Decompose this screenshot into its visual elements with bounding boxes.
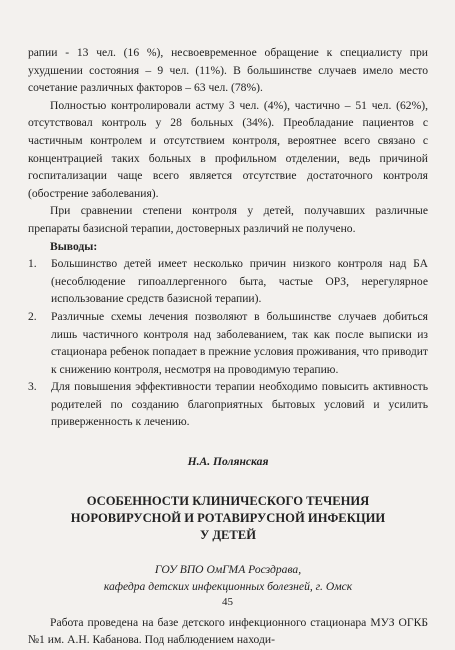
page-number: 45 xyxy=(222,596,233,608)
conclusion-item xyxy=(28,308,428,378)
title-line: НОРОВИРУСНОЙ И РОТАВИРУСНОЙ ИНФЕКЦИИ xyxy=(70,510,386,525)
conclusion-number: 1. xyxy=(28,257,37,271)
conclusions-heading: Выводы: xyxy=(50,239,98,253)
affiliation-line: кафедра детских инфекционных болезней, г. Омск xyxy=(103,580,353,594)
affiliation xyxy=(28,561,428,596)
title-line: ОСОБЕННОСТИ КЛИНИЧЕСКОГО ТЕЧЕНИЯ xyxy=(86,493,370,508)
conclusion-text: Для повышения эффективности терапии необходимо повысить активность родителей по созданию благоприятных бытовых условий и усилить приверженность к лечению. xyxy=(51,380,428,429)
conclusion-number: 3. xyxy=(28,380,37,394)
article-title xyxy=(28,493,428,544)
affiliation-line: ГОУ ВПО ОмГМА Росздрава, xyxy=(154,562,302,576)
paragraph-2: Полностью контролировали астму 3 чел. (4%), частично – 51 чел. (62%), отсутствовал контроль у 28 больных (34%). Преобладание пациентов с частичным контролем и отсутствием контроля, вероятнее всего связано с концентрацией таких больных в профильном отделении, ведь причиной госпитализации чаще всего является отсутствие достаточного контроля (обострение заболевания). xyxy=(28,98,428,200)
article-body: Работа проведена на базе детского инфекционного стационара МУЗ ОГКБ №1 им. А.Н. Кабанова. Под наблюдением находи- xyxy=(28,615,428,647)
paragraph-1: рапии - 13 чел. (16 %), несвоевременное обращение к специалисту при ухудшении состояния – 9 чел. (11%). В большинстве случаев имело место сочетание различных факторов – 63 чел. (78%). xyxy=(28,46,428,95)
page-content xyxy=(28,44,428,649)
conclusion-text: Различные схемы лечения позволяют в большинстве случаев добиться лишь частичного контроля над заболеванием, так как после выписки из стационара ребенок попадает в прежние условия проживания, что приводит к снижению контроля, несмотря на проводимую терапию. xyxy=(51,309,428,376)
paragraph-3: При сравнении степени контроля у детей, получавших различные препараты базисной терапии, достоверных различий не получено. xyxy=(28,204,428,235)
conclusion-number: 2. xyxy=(28,309,37,323)
conclusion-text: Большинство детей имеет несколько причин низкого контроля над БА (несоблюдение гипоаллергенного быта, частые ОРЗ, нерегулярное использование средств базисной терапии). xyxy=(51,257,428,306)
conclusion-item xyxy=(28,255,428,308)
author-name: Н.А. Полянская xyxy=(187,455,269,469)
conclusion-item xyxy=(28,378,428,431)
conclusions-list xyxy=(28,255,428,431)
title-line: У ДЕТЕЙ xyxy=(199,527,257,542)
